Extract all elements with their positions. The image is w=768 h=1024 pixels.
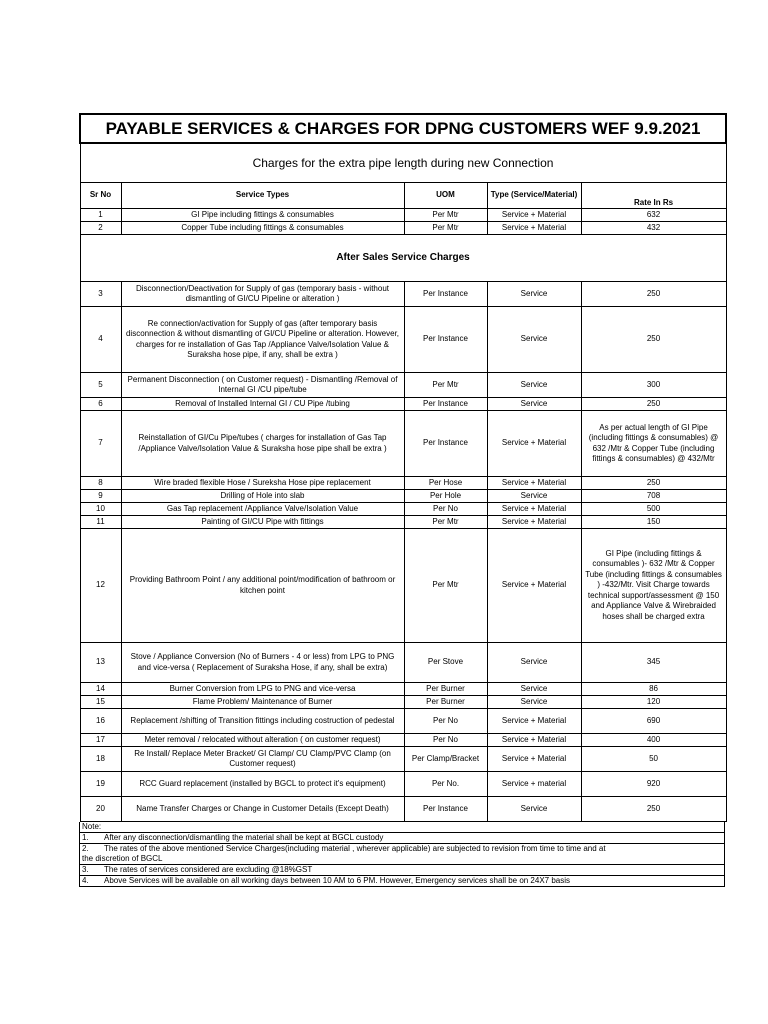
rate-cell: 432	[581, 222, 726, 235]
sr-no-cell: 13	[80, 643, 121, 683]
uom-cell: Per Mtr	[404, 222, 487, 235]
notes-heading: Note:	[80, 822, 725, 833]
table-row	[80, 696, 726, 709]
sr-no-cell: 8	[80, 477, 121, 490]
type-cell: Service + Material	[487, 747, 581, 772]
table-row	[80, 209, 726, 222]
table-row	[80, 529, 726, 643]
rate-cell: 500	[581, 503, 726, 516]
sr-no-cell: 5	[80, 373, 121, 398]
uom-cell: Per Stove	[404, 643, 487, 683]
rate-cell: 86	[581, 683, 726, 696]
table-row	[80, 772, 726, 797]
header-rate: Rate In Rs	[581, 183, 726, 209]
service-cell: Removal of Installed Internal GI / CU Pipe /tubing	[121, 398, 404, 411]
service-cell: Name Transfer Charges or Change in Customer Details (Except Death)	[121, 797, 404, 822]
service-cell: Copper Tube including fittings & consumables	[121, 222, 404, 235]
sr-no-cell: 1	[80, 209, 121, 222]
service-cell: Replacement /shifting of Transition fittings including costruction of pedestal	[121, 709, 404, 734]
note-number: 2.	[82, 844, 89, 853]
rate-cell: 250	[581, 398, 726, 411]
header-service-types: Service Types	[121, 183, 404, 209]
uom-cell: Per Mtr	[404, 373, 487, 398]
note-number: 1.	[82, 833, 89, 842]
rate-cell: 632	[581, 209, 726, 222]
table-row	[80, 373, 726, 398]
service-cell: Re connection/activation for Supply of gas (after temporary basis disconnection & without dismantling of GI/CU Pipeline or alteration. However, charges for re installation of Gas Tap /Appliance Valve/Isolation Value & Suraksha hose pipe, if any, shall be extra )	[121, 307, 404, 373]
sr-no-cell: 20	[80, 797, 121, 822]
type-cell: Service + Material	[487, 734, 581, 747]
table-row	[80, 222, 726, 235]
sr-no-cell: 12	[80, 529, 121, 643]
sr-no-cell: 4	[80, 307, 121, 373]
uom-cell: Per Clamp/Bracket	[404, 747, 487, 772]
note-number: 3.	[82, 865, 89, 874]
uom-cell: Per No	[404, 709, 487, 734]
uom-cell: Per Mtr	[404, 209, 487, 222]
note-item	[80, 844, 725, 855]
note-number: 4.	[82, 876, 89, 885]
service-cell: Permanent Disconnection ( on Customer request) - Dismantling /Removal of Internal GI /CU pipe/tube	[121, 373, 404, 398]
table-row	[80, 477, 726, 490]
uom-cell: Per Instance	[404, 282, 487, 307]
notes-table	[79, 822, 725, 887]
type-cell: Service + Material	[487, 477, 581, 490]
type-cell: Service + material	[487, 772, 581, 797]
rate-cell: 400	[581, 734, 726, 747]
type-cell: Service	[487, 797, 581, 822]
service-cell: Providing Bathroom Point / any additional point/modification of bathroom or kitchen point	[121, 529, 404, 643]
rate-cell: 250	[581, 797, 726, 822]
service-cell: Flame Problem/ Maintenance of Burner	[121, 696, 404, 709]
header-uom: UOM	[404, 183, 487, 209]
service-cell: Disconnection/Deactivation for Supply of gas (temporary basis - without dismantling of GI/CU Pipeline or alteration )	[121, 282, 404, 307]
service-cell: Reinstallation of GI/Cu Pipe/tubes ( charges for installation of Gas Tap /Appliance Valve/Isolation Value & Suraksha hose pipe shall be extra )	[121, 411, 404, 477]
uom-cell: Per Hose	[404, 477, 487, 490]
uom-cell: Per Mtr	[404, 529, 487, 643]
section-title: After Sales Service Charges	[80, 235, 726, 282]
type-cell: Service + Material	[487, 222, 581, 235]
note-text: The rates of the above mentioned Service Charges(including material , wherever applicable) are subjected to revision from time to time and at	[104, 844, 606, 853]
type-cell: Service + Material	[487, 529, 581, 643]
table-row	[80, 683, 726, 696]
uom-cell: Per No	[404, 734, 487, 747]
sr-no-cell: 7	[80, 411, 121, 477]
type-cell: Service + Material	[487, 516, 581, 529]
table-row	[80, 643, 726, 683]
type-cell: Service	[487, 683, 581, 696]
sr-no-cell: 6	[80, 398, 121, 411]
service-cell: Drilling of Hole into slab	[121, 490, 404, 503]
type-cell: Service	[487, 490, 581, 503]
sr-no-cell: 18	[80, 747, 121, 772]
sr-no-cell: 14	[80, 683, 121, 696]
type-cell: Service + Material	[487, 709, 581, 734]
table-row	[80, 398, 726, 411]
note-text: After any disconnection/dismantling the material shall be kept at BGCL custody	[104, 833, 384, 842]
rate-cell: 50	[581, 747, 726, 772]
sr-no-cell: 2	[80, 222, 121, 235]
sr-no-cell: 9	[80, 490, 121, 503]
rate-cell: 345	[581, 643, 726, 683]
table-row	[80, 516, 726, 529]
type-cell: Service	[487, 373, 581, 398]
uom-cell: Per Hole	[404, 490, 487, 503]
uom-cell: Per Mtr	[404, 516, 487, 529]
rate-cell: 690	[581, 709, 726, 734]
sr-no-cell: 17	[80, 734, 121, 747]
type-cell: Service + Material	[487, 503, 581, 516]
sr-no-cell: 11	[80, 516, 121, 529]
note-text: The rates of services considered are excluding @18%GST	[104, 865, 313, 874]
charges-sheet	[79, 113, 725, 887]
rate-cell: 250	[581, 282, 726, 307]
uom-cell: Per Instance	[404, 307, 487, 373]
rate-cell: 120	[581, 696, 726, 709]
note-item	[80, 865, 725, 876]
charges-table	[79, 113, 727, 822]
header-type: Type (Service/Material)	[487, 183, 581, 209]
table-row	[80, 307, 726, 373]
note-text: the discretion of BGCL	[82, 854, 163, 863]
rate-cell: As per actual length of GI Pipe (including fittings & consumables) @ 632 /Mtr & Copper Tube (including fittings & consumables) @ 432/Mtr	[581, 411, 726, 477]
sr-no-cell: 10	[80, 503, 121, 516]
type-cell: Service + Material	[487, 411, 581, 477]
table-row	[80, 282, 726, 307]
rate-cell: GI Pipe (including fittings & consumables )- 632 /Mtr & Copper Tube (including fittings & consumables ) -432/Mtr. Visit Charge towards technical support/assessment @ 150 and Appliance Valve & Wirebraided hoses shall be charged extra	[581, 529, 726, 643]
sr-no-cell: 19	[80, 772, 121, 797]
rate-cell: 920	[581, 772, 726, 797]
service-cell: GI Pipe including fittings & consumables	[121, 209, 404, 222]
service-cell: RCC Guard replacement (installed by BGCL to protect it's equipment)	[121, 772, 404, 797]
type-cell: Service	[487, 643, 581, 683]
service-cell: Gas Tap replacement /Appliance Valve/Isolation Value	[121, 503, 404, 516]
uom-cell: Per Instance	[404, 411, 487, 477]
rate-cell: 300	[581, 373, 726, 398]
uom-cell: Per Burner	[404, 696, 487, 709]
uom-cell: Per No.	[404, 772, 487, 797]
page-title: PAYABLE SERVICES & CHARGES FOR DPNG CUSTOMERS WEF 9.9.2021	[80, 114, 726, 143]
table-row	[80, 747, 726, 772]
type-cell: Service	[487, 696, 581, 709]
service-cell: Burner Conversion from LPG to PNG and vice-versa	[121, 683, 404, 696]
table-row	[80, 490, 726, 503]
service-cell: Painting of GI/CU Pipe with fittings	[121, 516, 404, 529]
sr-no-cell: 3	[80, 282, 121, 307]
uom-cell: Per Instance	[404, 398, 487, 411]
page-subtitle: Charges for the extra pipe length during new Connection	[80, 143, 726, 183]
header-sr-no: Sr No	[80, 183, 121, 209]
rate-cell: 250	[581, 477, 726, 490]
sr-no-cell: 15	[80, 696, 121, 709]
note-item	[80, 876, 725, 887]
type-cell: Service	[487, 307, 581, 373]
note-text: Above Services will be available on all working days between 10 AM to 6 PM. However, Emergency services shall be on 24X7 basis	[104, 876, 571, 885]
uom-cell: Per Instance	[404, 797, 487, 822]
service-cell: Stove / Appliance Conversion (No of Burners - 4 or less) from LPG to PNG and vice-versa ( Replacement of Suraksha Hose, if any, shall be extra)	[121, 643, 404, 683]
table-row	[80, 709, 726, 734]
table-row	[80, 503, 726, 516]
note-item	[80, 833, 725, 844]
table-row	[80, 411, 726, 477]
rate-cell: 150	[581, 516, 726, 529]
uom-cell: Per No	[404, 503, 487, 516]
uom-cell: Per Burner	[404, 683, 487, 696]
rate-cell: 250	[581, 307, 726, 373]
service-cell: Re Install/ Replace Meter Bracket/ GI Clamp/ CU Clamp/PVC Clamp (on Customer request)	[121, 747, 404, 772]
type-cell: Service	[487, 398, 581, 411]
sr-no-cell: 16	[80, 709, 121, 734]
rate-cell: 708	[581, 490, 726, 503]
service-cell: Meter removal / relocated without alteration ( on customer request)	[121, 734, 404, 747]
table-row	[80, 797, 726, 822]
type-cell: Service + Material	[487, 209, 581, 222]
table-row	[80, 734, 726, 747]
note-item	[80, 854, 725, 865]
type-cell: Service	[487, 282, 581, 307]
service-cell: Wire braded flexible Hose / Sureksha Hose pipe replacement	[121, 477, 404, 490]
